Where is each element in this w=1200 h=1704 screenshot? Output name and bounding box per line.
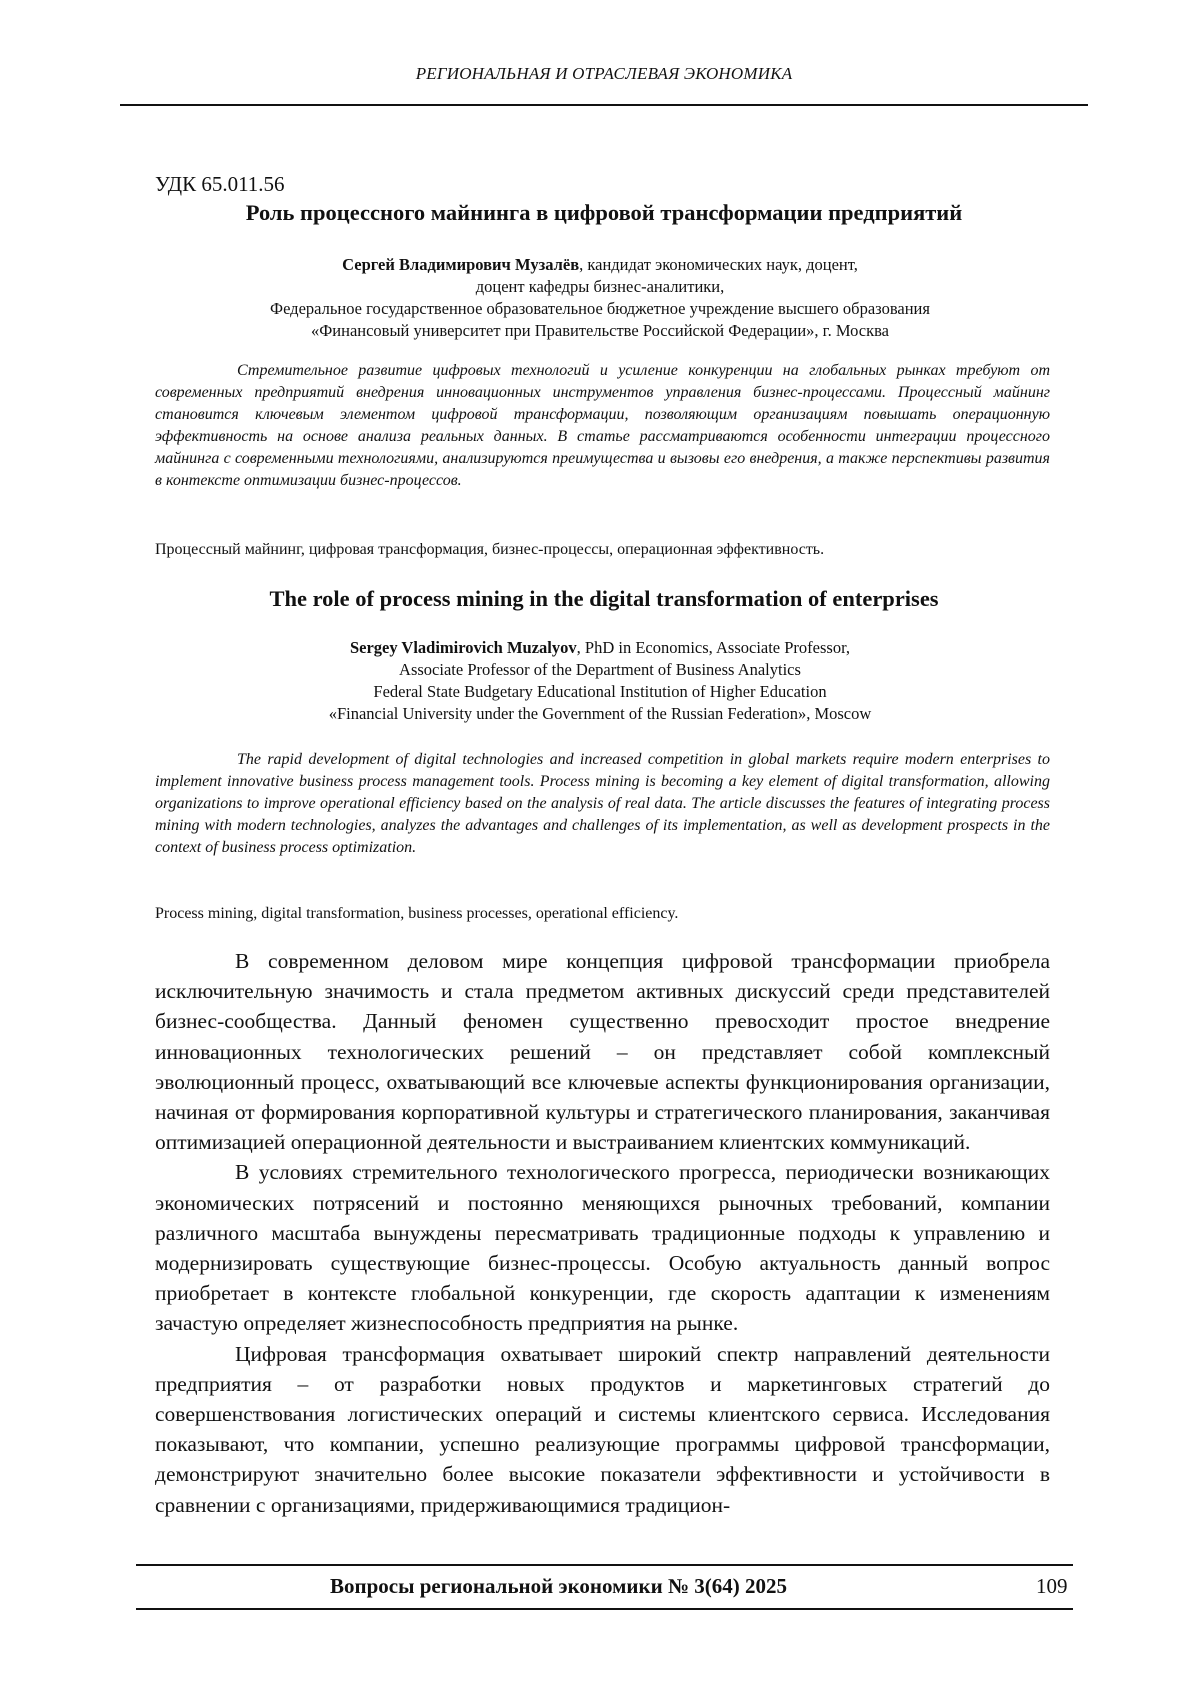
journal-title: Вопросы региональной экономики № 3(64) 2025 <box>330 1574 788 1598</box>
author-position-en: Associate Professor of the Department of Business Analytics <box>399 660 801 679</box>
page-number: 109 <box>1036 1574 1068 1598</box>
author-degree-en: , PhD in Economics, Associate Professor, <box>576 638 851 657</box>
institution-line1-ru: Федеральное государственное образовательное бюджетное учреждение высшего образования <box>270 299 930 318</box>
body-text <box>155 946 1050 1520</box>
author-line-en <box>150 637 1050 659</box>
author-block-en <box>150 637 1050 725</box>
author-position-ru: доцент кафедры бизнес-аналитики, <box>475 277 725 296</box>
institution-line1-en: Federal State Budgetary Educational Institution of Higher Education <box>373 682 827 701</box>
abstract-en: The rapid development of digital technologies and increased competition in global markets require modern enterprises to implement innovative business process management tools. Process mining is becoming a key element of digital transformation, allowing organizations to improve operational efficiency based on the analysis of real data. The article discusses the features of integrating process mining with modern technologies, analyzes the advantages and challenges of its implementation, as well as development prospects in the context of business process optimization. <box>155 751 1050 856</box>
udk-code: УДК 65.011.56 <box>155 172 285 196</box>
article-title-en: The role of process mining in the digital transformation of enterprises <box>269 586 939 611</box>
author-name-en: Sergey Vladimirovich Muzalyov <box>349 638 577 657</box>
running-header: РЕГИОНАЛЬНАЯ И ОТРАСЛЕВАЯ ЭКОНОМИКА <box>415 64 793 83</box>
footer-rule-bottom <box>136 1608 1073 1610</box>
body-paragraph-3: Цифровая трансформация охватывает широкий спектр направлений деятельности предприятия – от разработки новых продуктов и маркетинговых стратегий до совершенствования логистических операций и системы клиентского сервиса. Исследования показывают, что компании, успешно реализующие программы цифровой трансформации, демонстрируют значительно более высокие показатели эффективности и устойчивости в сравнении с организациями, придерживающимися традицион- <box>155 1341 1050 1517</box>
author-block-ru <box>150 254 1050 342</box>
keywords-ru: Процессный майнинг, цифровая трансформация, бизнес-процессы, операционная эффективность. <box>155 541 825 558</box>
author-degree-ru: , кандидат экономических наук, доцент, <box>579 255 858 274</box>
body-paragraph-2: В условиях стремительного технологического прогресса, периодически возникающих экономических потрясений и постоянно меняющихся рыночных требований, компании различного масштаба вынуждены пересматривать традиционные подходы к управлению и модернизировать существующие бизнес-процессы. Особую актуальность данный вопрос приобретает в контексте глобальной конкуренции, где скорость адаптации к изменениям зачастую определяет жизнеспособность предприятия на рынке. <box>155 1160 1050 1336</box>
institution-line2-en: «Financial University under the Government of the Russian Federation», Moscow <box>328 704 872 723</box>
author-line-ru <box>150 254 1050 276</box>
abstract-ru: Стремительное развитие цифровых технологий и усиление конкуренции на глобальных рынках требуют от современных предприятий внедрения инновационных инструментов управления бизнес-процессами. Процессный майнинг становится ключевым элементом цифровой трансформации, позволяющим организациям повышать операционную эффективность на основе анализа реальных данных. В статье рассматриваются особенности интеграции процессного майнинга с современными технологиями, анализируются преимущества и вызовы его внедрения, а также перспективы развития в контексте оптимизации бизнес-процессов. <box>155 362 1050 489</box>
article-title-ru: Роль процессного майнинга в цифровой трансформации предприятий <box>245 200 963 225</box>
institution-line2-ru: «Финансовый университет при Правительстве Российской Федерации», г. Москва <box>311 321 889 340</box>
header-rule <box>120 104 1088 106</box>
body-paragraph-1: В современном деловом мире концепция цифровой трансформации приобрела исключительную значимость и стала предметом активных дискуссий среди представителей бизнес-сообщества. Данный феномен существенно превосходит простое внедрение инновационных технологических решений – он представляет собой комплексный эволюционный процесс, охватывающий все ключевые аспекты функционирования организации, начиная от формирования корпоративной культуры и стратегического планирования, заканчивая оптимизацией операционной деятельности и выстраиванием клиентских коммуникаций. <box>155 949 1050 1155</box>
footer-rule-top <box>136 1564 1073 1566</box>
author-name-ru: Сергей Владимирович Музалёв <box>342 255 580 274</box>
keywords-en: Process mining, digital transformation, business processes, operational efficiency. <box>155 905 679 922</box>
